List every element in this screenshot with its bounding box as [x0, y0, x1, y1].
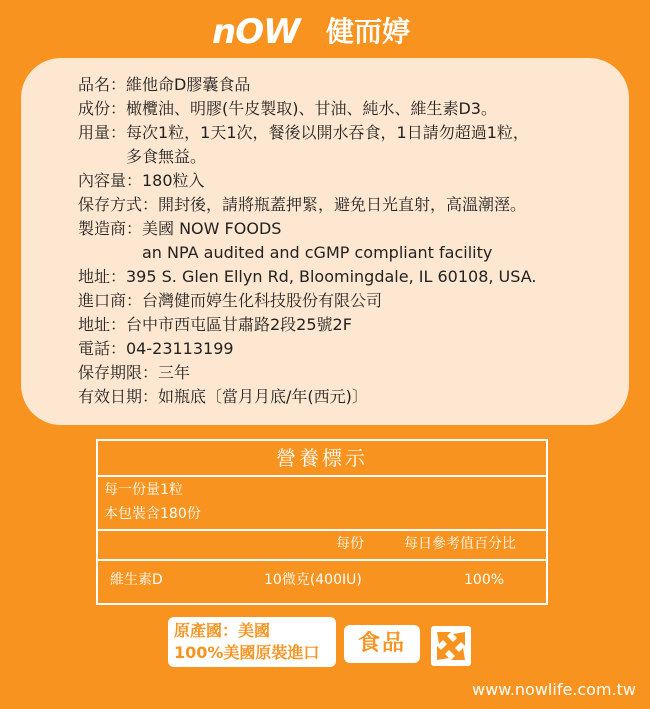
column-header-per-serving: 每份: [336, 536, 364, 552]
nutrient-amount: 10微克(400IU): [264, 572, 362, 588]
website-url: www.nowlife.com.tw: [472, 680, 636, 699]
divider: [98, 475, 546, 477]
info-importer-address: 地址：台中市西屯區甘肅路2段25號2F: [78, 315, 352, 334]
origin-import: 100%美國原裝進口: [174, 643, 320, 662]
brand-logo-now: nOW: [212, 12, 300, 52]
origin-badge: [168, 617, 336, 667]
product-info-card: [21, 58, 629, 425]
info-shelf-life: 保存期限：三年: [78, 363, 191, 382]
nutrient-daily-percent: 100%: [464, 572, 505, 588]
info-dosage-cont: 多食無益。: [78, 147, 207, 166]
info-phone: 電話：04-23113199: [78, 339, 234, 358]
info-storage: 保存方式：開封後，請將瓶蓋押緊，避免日光直射，高溫潮溼。: [78, 195, 527, 214]
origin-country: 原產國：美國: [174, 621, 271, 640]
info-manufacturer-address: 地址：395 S. Glen Ellyn Rd, Bloomingdale, IL 60108, USA.: [78, 267, 537, 286]
divider: [98, 559, 546, 561]
info-quantity: 內容量：180粒入: [78, 171, 205, 190]
nutrition-title: 營養標示: [276, 446, 368, 470]
info-manufacturer: 製造商：美國 NOW FOODS: [78, 219, 282, 238]
recycle-icon: [430, 625, 472, 667]
column-header-daily-value: 每日參考值百分比: [404, 536, 516, 552]
info-expiry: 有效日期：如瓶底〔當月月底/年(西元)〕: [78, 387, 368, 406]
info-manufacturer-facility: an NPA audited and cGMP compliant facility: [78, 243, 493, 262]
brand-logo-chinese: 健而婷: [326, 15, 411, 48]
nutrient-name: 維生素D: [110, 572, 163, 588]
brand-header: [0, 12, 650, 52]
info-dosage: 用量：每次1粒，1天1次，餐後以開水吞食，1日請勿超過1粒，: [78, 123, 529, 142]
serving-size: 每一份量1粒: [104, 482, 183, 498]
food-category-badge: 食品: [344, 625, 420, 663]
info-importer: 進口商：台灣健而婷生化科技股份有限公司: [78, 291, 383, 310]
info-ingredients: 成份：橄欖油、明膠(牛皮製取)、甘油、純水、維生素D3。: [78, 99, 497, 118]
servings-per-pack: 本包裝含180份: [104, 506, 201, 522]
divider: [98, 529, 546, 531]
nutrition-facts-table: [96, 439, 548, 605]
info-product-name: 品名：維他命D膠囊食品: [78, 75, 251, 94]
